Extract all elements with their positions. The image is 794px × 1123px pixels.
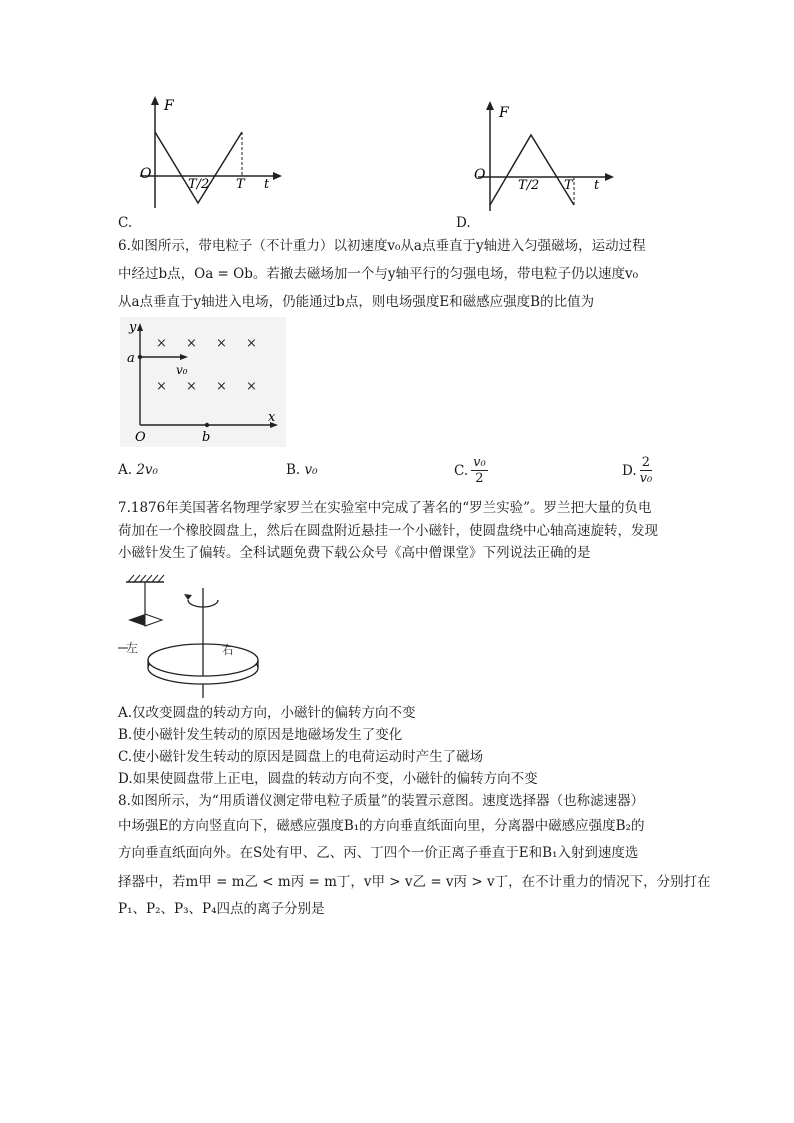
q6-point-a-label: a <box>127 351 135 366</box>
q7-option-c[interactable]: C.使小磁针发生转动的原因是圆盘上的电荷运动时产生了磁场 <box>118 749 484 765</box>
q8-line-1: 8.如图所示，为“用质谱仪测定带电粒子质量”的装置示意图。速度选择器（也称滤速器） <box>118 793 645 809</box>
cross-mark: × <box>216 336 227 351</box>
q6-line-2: 中经过b点，Oa = Ob。若撤去磁场加一个与y轴平行的匀强电场，带电粒子仍以速度v₀ <box>118 266 639 282</box>
graph-c <box>118 88 288 228</box>
q6-option-c-numerator: v₀ <box>473 455 486 470</box>
cross-mark: × <box>156 379 167 394</box>
q6-x-axis-label: x <box>268 410 276 425</box>
q6-y-axis-label: y <box>129 320 137 335</box>
graph-d <box>458 93 628 228</box>
right-label: 右 <box>222 643 235 657</box>
q6-line-1: 6.如图所示，带电粒子（不计重力）以初速度v₀从a点垂直于y轴进入匀强磁场，运动过程 <box>118 238 646 254</box>
q6-option-d[interactable] <box>622 455 652 486</box>
option-d-label: D. <box>456 215 471 231</box>
cross-mark: × <box>246 336 257 351</box>
q7-option-b[interactable]: B.使小磁针发生转动的原因是地磁场发生了变化 <box>118 727 403 743</box>
q7-line-2: 荷加在一个橡胶圆盘上，然后在圆盘附近悬挂一个小磁针，使圆盘绕中心轴高速旋转，发现 <box>118 523 658 539</box>
q7-line-1: 7.1876年美国著名物理学家罗兰在实验室中完成了著名的“罗兰实验”。罗兰把大量的负电 <box>118 500 652 516</box>
q8-line-5: P₁、P₂、P₃、P₄四点的离子分别是 <box>118 901 325 917</box>
graph-d-t-label: t <box>594 178 600 193</box>
q7-option-a[interactable]: A.仅改变圆盘的转动方向，小磁针的偏转方向不变 <box>118 705 416 721</box>
graph-c-half-label: T/2 <box>188 177 210 192</box>
cross-mark: × <box>246 379 257 394</box>
q6-option-b-value: v₀ <box>304 462 318 478</box>
q8-line-3: 方向垂直纸面向外。在S处有甲、乙、丙、丁四个一价正离子垂直于E和B₁入射到速度选 <box>118 845 639 861</box>
cross-mark: × <box>186 379 197 394</box>
q6-option-c-label: C. <box>454 462 469 479</box>
q6-option-b[interactable] <box>286 462 318 478</box>
q7-line-3: 小磁针发生了偏转。全科试题免费下载公众号《高中僧课堂》下列说法正确的是 <box>118 545 591 561</box>
q6-option-d-numerator: 2 <box>641 455 651 470</box>
q8-line-2: 中场强E的方向竖直向下，磁感应强度B₁的方向垂直纸面向里，分离器中磁感应强度B₂的 <box>118 818 645 834</box>
graph-c-t-label: t <box>264 177 270 192</box>
option-c-label: C. <box>118 215 133 231</box>
q6-option-a-value: 2v₀ <box>136 462 158 478</box>
q6-point-b-label: b <box>202 430 211 445</box>
cross-mark: × <box>216 379 227 394</box>
graph-c-t-big-label: T <box>236 177 245 192</box>
cross-mark: × <box>156 336 167 351</box>
graph-d-f-label: F <box>499 105 509 121</box>
graph-d-o-label: O <box>474 167 486 183</box>
rowland-disk-diagram <box>118 570 268 700</box>
graph-d-half-label: T/2 <box>518 178 540 193</box>
q6-option-a-label: A. <box>118 462 133 478</box>
q6-field-diagram <box>120 317 286 447</box>
q6-line-3: 从a点垂直于y轴进入电场，仍能通过b点，则电场强度E和磁感应强度B的比值为 <box>118 294 595 310</box>
graph-d-t-big-label: T <box>564 178 573 193</box>
q6-option-c[interactable] <box>454 455 488 486</box>
q6-option-d-label: D. <box>622 462 637 479</box>
graph-c-o-label: O <box>140 166 152 182</box>
graph-c-f-label: F <box>164 98 174 114</box>
q6-option-a[interactable] <box>118 462 158 478</box>
cross-mark: × <box>186 336 197 351</box>
q6-option-c-denominator: 2 <box>475 471 484 486</box>
q8-line-4: 择器中，若m甲 = m乙 < m丙 = m丁，v甲 > v乙 = v丙 > v丁，在不计重力的情况下，分别打在 <box>118 874 711 890</box>
q6-velocity-label: v₀ <box>176 363 188 377</box>
q6-option-b-label: B. <box>286 462 301 478</box>
left-label: 左 <box>126 641 139 655</box>
q6-option-d-denominator: v₀ <box>639 471 653 486</box>
q7-option-d[interactable]: D.如果使圆盘带上正电，圆盘的转动方向不变，小磁针的偏转方向不变 <box>118 771 538 787</box>
q6-origin-label: O <box>135 430 146 445</box>
